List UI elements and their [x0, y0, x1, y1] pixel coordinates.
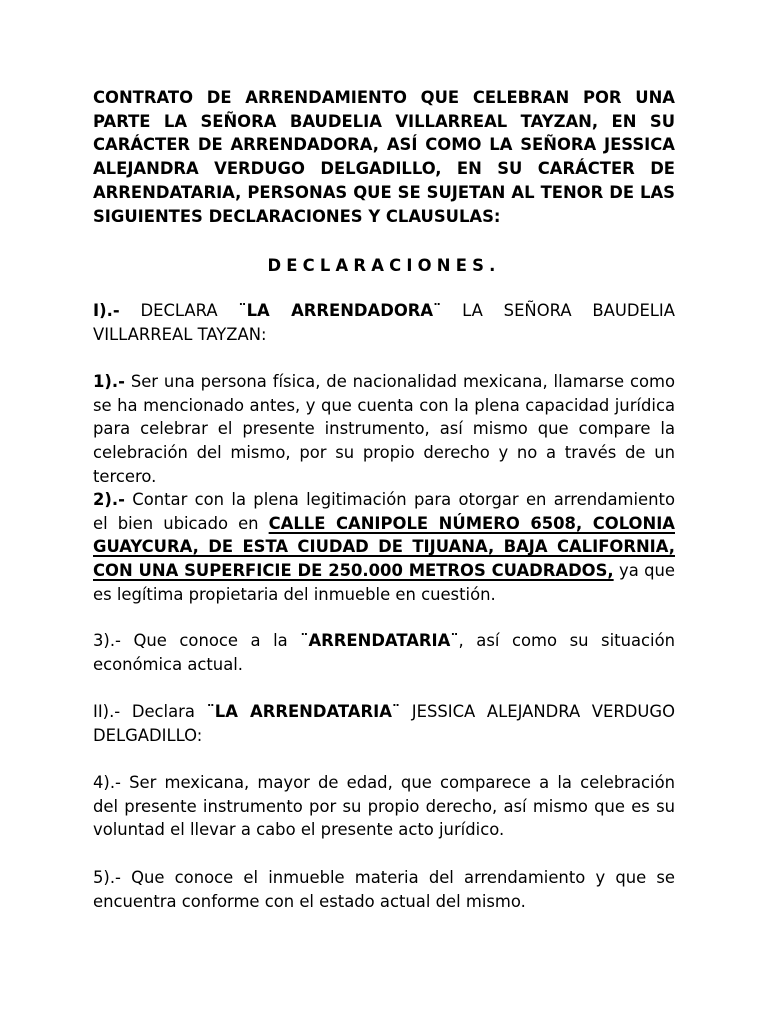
property-address: CALLE CANIPOLE NÚMERO 6508, COLONIA GUAYCURA, DE ESTA CIUDAD DE TIJUANA, BAJA CALIFORNIA, CON UNA SUPERFICIE DE 250.000 METROS CUADRADOS,: [93, 513, 675, 581]
declarations-heading: DECLARACIONES.: [267, 256, 501, 275]
section-text-pre: DECLARA: [119, 301, 239, 320]
paragraph-text-pre: 3).- Que conoce a la: [93, 631, 301, 650]
declaration-paragraph-1: [93, 370, 675, 489]
contract-title: CONTRATO DE ARRENDAMIENTO QUE CELEBRAN POR UNA PARTE LA SEÑORA BAUDELIA VILLARREAL TAYZAN, EN SU CARÁCTER DE ARRENDADORA, ASÍ COMO LA SEÑORA JESSICA ALEJANDRA VERDUGO DELGADILLO, EN SU CARÁCTER DE ARRENDATARIA, PERSONAS QUE SE SUJETAN AL TENOR DE LAS SIGUIENTES DECLARACIONES Y CLAUSULAS:: [93, 88, 675, 226]
section-label: I).-: [93, 301, 120, 320]
paragraph-text: Ser una persona física, de nacionalidad mexicana, llamarse como se ha mencionado antes, y que cuenta con la plena capacidad jurídica para celebrar el presente instrumento, así mismo que compare la celebración del mismo, por su propio derecho y no a través de un tercero.: [93, 372, 675, 486]
party-name-arrendataria: ¨LA ARRENDATARIA¨: [206, 702, 401, 721]
paragraph-text-pre: Contar con la plena legitimación para otorgar en arrendamiento el bien ubicado en: [93, 490, 675, 533]
party-name-arrendadora: ¨LA ARRENDADORA¨: [238, 301, 442, 320]
paragraph-text-post: ya que es legítima propietaria del inmueble en cuestión.: [93, 561, 675, 604]
declaration-paragraph-4: 4).- Ser mexicana, mayor de edad, que comparece a la celebración del presente instrumento por su propio derecho, así mismo que es su voluntad el llevar a cabo el presente acto jurídico.: [93, 773, 675, 840]
paragraph-number: 1).-: [93, 372, 125, 391]
section-text-post: JESSICA ALEJANDRA VERDUGO DELGADILLO:: [93, 702, 675, 745]
declaration-paragraph-2: [93, 488, 675, 607]
paragraph-text-post: , así como su situación económica actual.: [93, 631, 675, 674]
party-name-arrendataria: ¨ARRENDATARIA¨: [300, 631, 459, 650]
paragraph-number: 2).-: [93, 490, 125, 509]
declaration-paragraph-5: 5).- Que conoce el inmueble materia del arrendamiento y que se encuentra conforme con el estado actual del mismo.: [93, 868, 675, 911]
section-text-post: LA SEÑORA BAUDELIA VILLARREAL TAYZAN:: [93, 301, 675, 344]
section-text-pre: II).- Declara: [93, 702, 207, 721]
document-page: [93, 86, 675, 911]
section-arrendadora-declaration: [93, 299, 675, 346]
section-arrendataria-declaration: [93, 700, 675, 747]
declaration-paragraph-3: [93, 629, 675, 676]
